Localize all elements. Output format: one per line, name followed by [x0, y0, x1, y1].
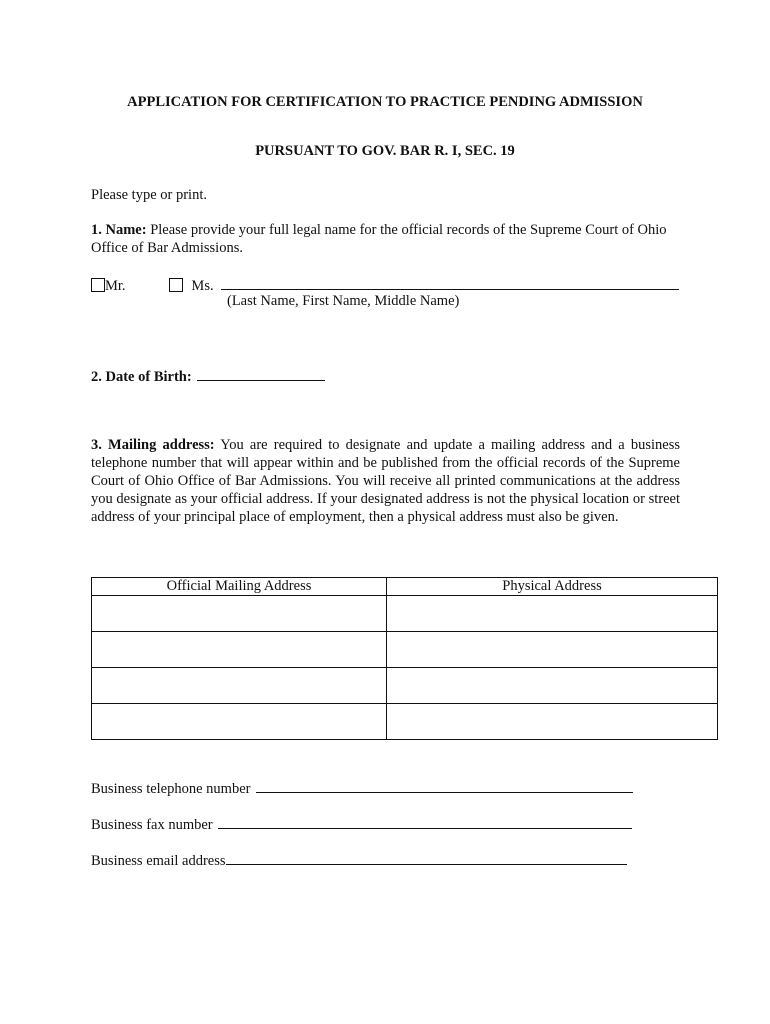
column-header-physical: Physical Address: [387, 578, 718, 596]
section-mailing-label: 3. Mailing address:: [91, 437, 215, 453]
ms-label: Ms.: [191, 278, 214, 294]
official-address-line-2[interactable]: [92, 632, 387, 668]
section-mailing-text: You are required to designate and update a mailing address and a business telephone number that will appear within and be published from the official records of the Supreme Court of Ohio Office of Bar Admissions. You will receive all printed communications at the address you designate as your official address. If your designated address is not the physical location or street address of your principal place of employment, then a physical address must also be given.: [91, 437, 680, 525]
salutation-row: [91, 275, 679, 295]
form-subtitle: PURSUANT TO GOV. BAR R. I, SEC. 19: [255, 143, 515, 159]
dob-label: 2. Date of Birth:: [91, 369, 192, 385]
table-row: [92, 668, 718, 704]
table-row: [92, 632, 718, 668]
address-table-header: [92, 578, 718, 596]
address-table: [91, 577, 718, 740]
name-format-hint: (Last Name, First Name, Middle Name): [227, 293, 460, 309]
table-row: [92, 704, 718, 740]
physical-address-line-3[interactable]: [387, 668, 718, 704]
fax-field[interactable]: [218, 814, 632, 829]
physical-address-line-4[interactable]: [387, 704, 718, 740]
ms-checkbox[interactable]: [169, 278, 183, 292]
phone-label: Business telephone number: [91, 781, 251, 797]
official-address-line-4[interactable]: [92, 704, 387, 740]
instructions-text: Please type or print.: [91, 187, 207, 203]
fax-row: [91, 814, 632, 834]
full-name-field[interactable]: [221, 275, 679, 290]
mr-label: Mr.: [105, 278, 126, 294]
section-name-description: [91, 221, 681, 257]
section-mailing-description: [91, 436, 680, 526]
email-label: Business email address: [91, 853, 226, 869]
email-field[interactable]: [226, 850, 627, 865]
dob-row: [91, 366, 325, 386]
physical-address-line-2[interactable]: [387, 632, 718, 668]
mr-checkbox[interactable]: [91, 278, 105, 292]
form-title: APPLICATION FOR CERTIFICATION TO PRACTICE PENDING ADMISSION: [127, 94, 643, 110]
official-address-line-3[interactable]: [92, 668, 387, 704]
column-header-official-mailing: Official Mailing Address: [92, 578, 387, 596]
table-row: [92, 596, 718, 632]
official-address-line-1[interactable]: [92, 596, 387, 632]
physical-address-line-1[interactable]: [387, 596, 718, 632]
email-row: [91, 850, 627, 870]
section-name-label: 1. Name:: [91, 222, 147, 238]
phone-row: [91, 778, 633, 798]
section-name-text: Please provide your full legal name for the official records of the Supreme Court of Ohio Office of Bar Admissions.: [91, 222, 667, 256]
fax-label: Business fax number: [91, 817, 213, 833]
phone-field[interactable]: [256, 778, 633, 793]
dob-field[interactable]: [197, 366, 325, 381]
